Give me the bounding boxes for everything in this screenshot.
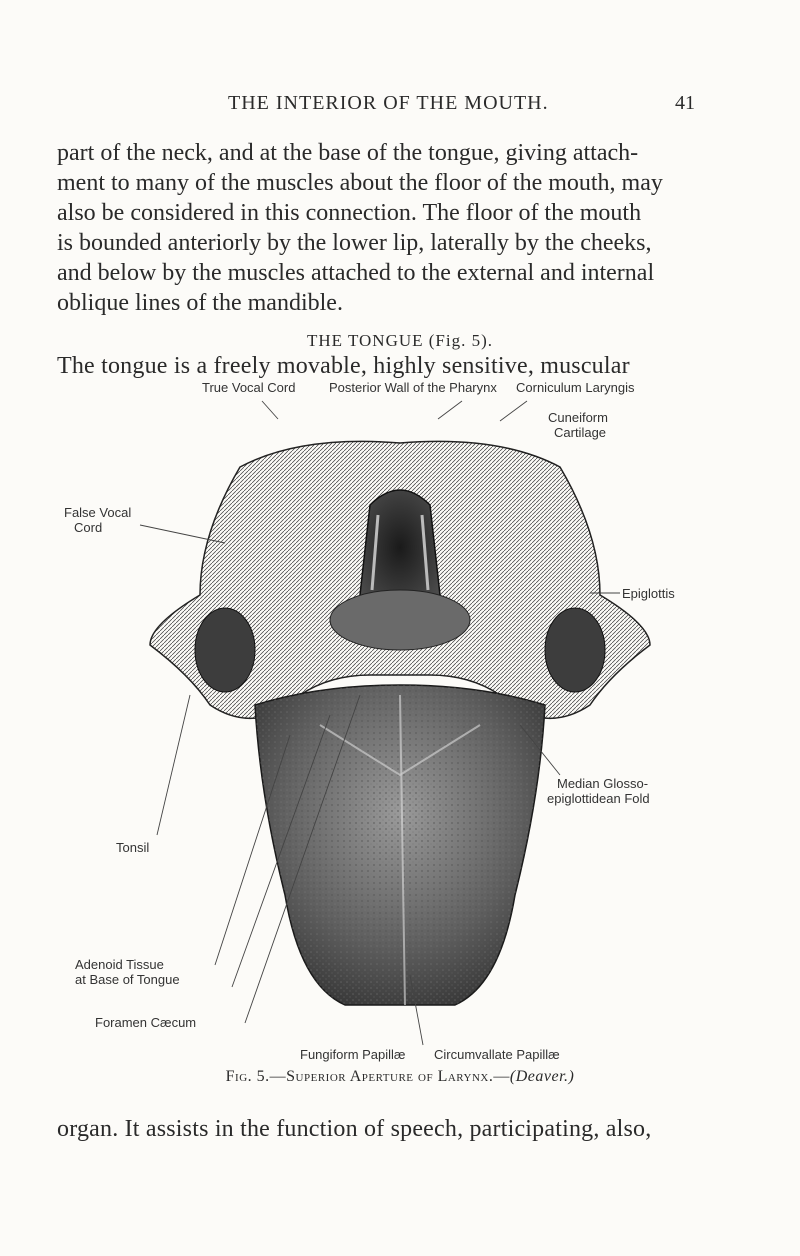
label-false-vocal-line: False Vocal bbox=[64, 505, 132, 520]
right-tonsil bbox=[545, 608, 605, 692]
running-head-title: THE INTERIOR OF THE MOUTH. bbox=[228, 92, 549, 114]
label-adenoid-line: Adenoid Tissue bbox=[75, 957, 164, 972]
paragraph-line: ment to many of the muscles about the floor of the mouth, may bbox=[57, 170, 663, 196]
figure-caption bbox=[0, 1068, 800, 1086]
section-heading: THE TONGUE (Fig. 5). bbox=[306, 331, 494, 350]
caption-fig: Fig. 5. bbox=[225, 1068, 270, 1085]
label-median-fold bbox=[547, 776, 650, 806]
label-cuneiform-line: Cuneiform bbox=[548, 410, 608, 425]
left-tonsil bbox=[195, 608, 255, 692]
label-cuneiform-line: Cartilage bbox=[554, 425, 607, 440]
paragraph-line: and below by the muscles attached to the external and internal bbox=[57, 260, 655, 286]
label-circumvallate: Circumvallate Papillæ bbox=[434, 1047, 560, 1062]
paragraph-line: oblique lines of the mandible. bbox=[57, 290, 343, 316]
label-false-vocal-cord bbox=[64, 505, 131, 535]
lead-sentence: The tongue is a freely movable, highly sensitive, muscular bbox=[57, 353, 630, 379]
label-true-vocal-cord: True Vocal Cord bbox=[202, 380, 296, 395]
paragraph-line: also be considered in this connection. The floor of the mouth bbox=[57, 200, 642, 226]
paragraph-line: is bounded anteriorly by the lower lip, laterally by the cheeks, bbox=[57, 230, 652, 256]
label-posterior-wall: Posterior Wall of the Pharynx bbox=[329, 380, 497, 395]
label-tonsil: Tonsil bbox=[116, 840, 150, 855]
label-cuneiform bbox=[548, 410, 608, 440]
page-number: 41 bbox=[675, 92, 695, 114]
label-fungiform: Fungiform Papillæ bbox=[300, 1047, 406, 1062]
paragraph bbox=[57, 138, 757, 318]
paragraph-line: part of the neck, and at the base of the tongue, giving attach- bbox=[57, 140, 639, 166]
label-adenoid bbox=[75, 957, 180, 987]
label-median-line: Median Glosso- bbox=[557, 776, 649, 791]
label-median-line: epiglottidean Fold bbox=[547, 791, 650, 806]
continuation-line: organ. It assists in the function of speech, participating, also, bbox=[57, 1116, 652, 1142]
label-false-vocal-line: Cord bbox=[74, 520, 103, 535]
label-corniculum: Corniculum Laryngis bbox=[516, 380, 635, 395]
label-foramen: Foramen Cæcum bbox=[95, 1015, 197, 1030]
epiglottis-fold bbox=[330, 590, 470, 650]
caption-title: —Superior Aperture of Larynx.— bbox=[269, 1068, 510, 1085]
caption-credit: (Deaver.) bbox=[509, 1068, 575, 1085]
label-epiglottis: Epiglottis bbox=[622, 586, 675, 601]
label-adenoid-line: at Base of Tongue bbox=[75, 972, 180, 987]
